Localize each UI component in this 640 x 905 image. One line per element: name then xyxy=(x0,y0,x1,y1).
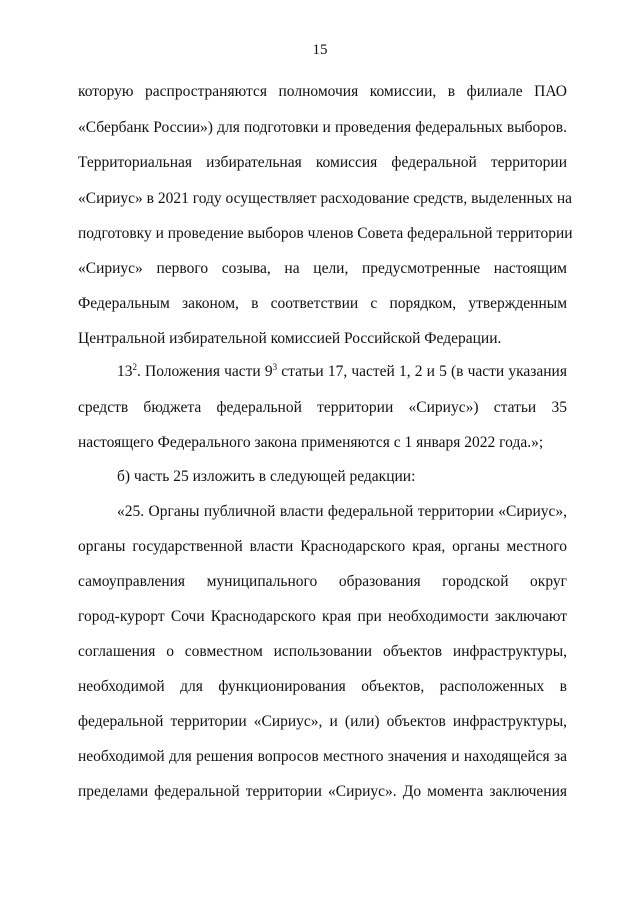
text-line: б) часть 25 изложить в следующей редакции: xyxy=(117,468,416,485)
text-line: соглашения о совместном использовании объектов инфраструктуры, xyxy=(78,643,567,660)
text-fragment: статьи 17, частей 1, 2 и 5 (в части указания xyxy=(277,363,567,380)
text-line: самоуправления муниципального образования городской округ xyxy=(78,573,567,590)
text-line: пределами федеральной территории «Сириус». До момента заключения xyxy=(78,783,567,800)
text-line: Федеральным законом, в соответствии с порядком, утвержденным xyxy=(78,295,567,312)
text-line: «Сириус» первого созыва, на цели, предусмотренные настоящим xyxy=(78,260,567,277)
text-line: подготовку и проведение выборов членов Совета федеральной территории xyxy=(78,225,573,242)
text-line: настоящего Федерального закона применяются с 1 января 2022 года.»; xyxy=(78,434,544,451)
text-line-with-superscripts xyxy=(117,362,567,382)
section-number: 13 xyxy=(117,363,133,380)
text-line: органы государственной власти Краснодарского края, органы местного xyxy=(78,538,567,555)
text-line: федеральной территории «Сириус», и (или) объектов инфраструктуры, xyxy=(78,713,567,730)
text-line: необходимой для функционирования объектов, расположенных в xyxy=(78,678,567,695)
text-line: средств бюджета федеральной территории «Сириус») статьи 35 xyxy=(78,399,567,416)
text-line: «Сбербанк России») для подготовки и проведения федеральных выборов. xyxy=(78,119,567,136)
text-fragment: . Положения части 9 xyxy=(137,363,273,380)
text-line: необходимой для решения вопросов местного значения и находящейся за xyxy=(78,748,567,765)
text-line: «Сириус» в 2021 году осуществляет расходование средств, выделенных на xyxy=(78,190,573,207)
text-line: Центральной избирательной комиссией Российской Федерации. xyxy=(78,330,502,347)
text-line: «25. Органы публичной власти федеральной территории «Сириус», xyxy=(117,503,567,520)
page-number: 15 xyxy=(312,42,328,58)
text-line: Территориальная избирательная комиссия федеральной территории xyxy=(78,154,567,171)
text-line: которую распространяются полномочия комиссии, в филиале ПАО xyxy=(78,83,567,100)
superscript: 2 xyxy=(132,362,137,372)
superscript: 3 xyxy=(272,362,278,372)
text-line: город-курорт Сочи Краснодарского края при необходимости заключают xyxy=(78,608,567,625)
